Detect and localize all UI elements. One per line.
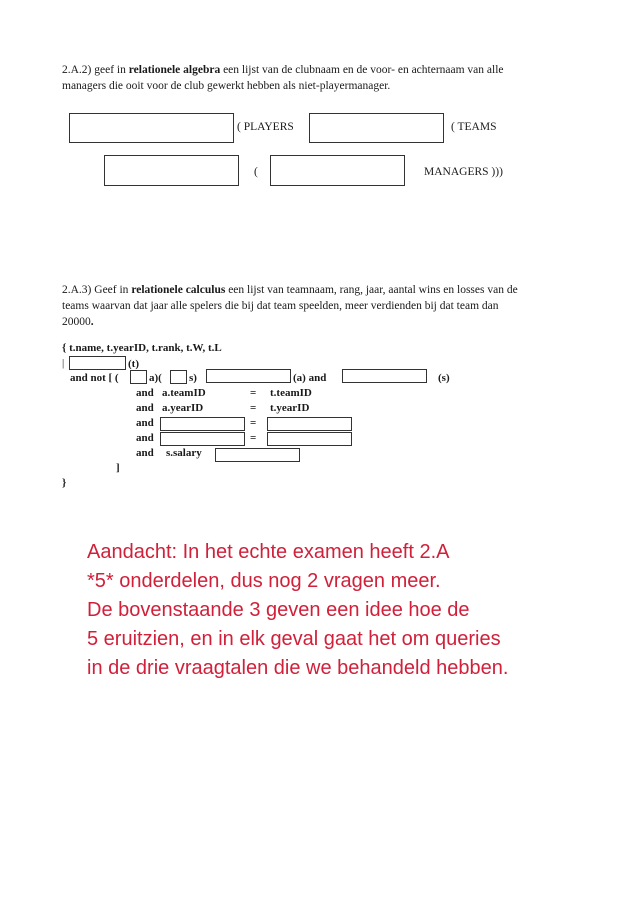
q3-prefix: 2.A.3) Geef in	[62, 284, 132, 296]
players-label: ( PLAYERS	[237, 121, 294, 133]
calculus-a-and: (a) and	[293, 372, 327, 384]
calculus-a-teamid: a.teamID	[162, 387, 206, 399]
teams-label: ( TEAMS	[451, 121, 497, 133]
calculus-eq-1: =	[250, 387, 257, 399]
q2-prefix: 2.A.2) geef in	[62, 64, 129, 76]
calculus-cond-right-1[interactable]	[267, 417, 352, 431]
calculus-quantifier-a[interactable]	[130, 370, 147, 384]
calculus-and-4: and	[136, 432, 154, 444]
calculus-s-paren: s)	[189, 372, 197, 384]
q3-suffix: een lijst van teamnaam, rang, jaar, aantal wins en losses van de	[225, 284, 518, 296]
note-line-4: 5 eruitzien, en in elk geval gaat het om queries	[87, 628, 501, 650]
q2-line2: managers die ooit voor de club gewerkt hebben als niet-playermanager.	[62, 80, 391, 92]
q3-bold-term: relationele calculus	[131, 284, 226, 296]
calculus-close-brace: }	[62, 477, 67, 489]
calculus-bar: |	[62, 357, 65, 369]
calculus-t-yearid: t.yearID	[270, 402, 310, 414]
calculus-eq-4: =	[250, 432, 257, 444]
calculus-cond-left-2[interactable]	[160, 432, 245, 446]
calculus-relation-a[interactable]	[206, 369, 291, 383]
calculus-t-var: (t)	[128, 358, 139, 370]
calculus-s-salary: s.salary	[166, 447, 202, 459]
calculus-t-teamid: t.teamID	[270, 387, 312, 399]
note-line-2: *5* onderdelen, dus nog 2 vragen meer.	[87, 570, 441, 592]
calculus-cond-left-1[interactable]	[160, 417, 245, 431]
algebra-answer-box-3[interactable]	[104, 155, 239, 186]
calculus-s: (s)	[438, 372, 450, 384]
calculus-eq-2: =	[250, 402, 257, 414]
q3-line3: 20000	[62, 316, 91, 328]
calculus-cond-right-2[interactable]	[267, 432, 352, 446]
note-line-1: Aandacht: In het echte examen heeft 2.A	[87, 541, 450, 563]
calculus-head: { t.name, t.yearID, t.rank, t.W, t.L	[62, 342, 222, 354]
calculus-relation-s[interactable]	[342, 369, 427, 383]
q2-bold-term: relationele algebra	[128, 64, 221, 76]
calculus-a-paren: a)(	[149, 372, 162, 384]
calculus-and-3: and	[136, 417, 154, 429]
note-line-5: in de drie vraagtalen die we behandeld hebben.	[87, 657, 509, 679]
q2-suffix: een lijst van de clubnaam en de voor- en achternaam van alle	[220, 64, 504, 76]
calculus-a-yearid: a.yearID	[162, 402, 204, 414]
calculus-and-2: and	[136, 402, 154, 414]
question-2a2-text	[62, 62, 582, 94]
algebra-answer-box-1[interactable]	[69, 113, 234, 143]
managers-label: MANAGERS )))	[424, 166, 503, 178]
algebra-answer-box-2[interactable]	[309, 113, 444, 143]
calculus-and-1: and	[136, 387, 154, 399]
q3-line3-period: .	[90, 316, 94, 328]
open-paren-label: (	[254, 166, 258, 178]
q3-line2: teams waarvan dat jaar alle spelers die bij dat team speelden, meer verdienden bij dat team dan	[62, 300, 499, 312]
calculus-and-5: and	[136, 447, 154, 459]
calculus-quantifier-s[interactable]	[170, 370, 187, 384]
calculus-box-t[interactable]	[69, 356, 126, 370]
question-2a3-text	[62, 282, 582, 330]
calculus-salary-condition[interactable]	[215, 448, 300, 462]
algebra-answer-box-4[interactable]	[270, 155, 405, 186]
calculus-eq-3: =	[250, 417, 257, 429]
calculus-and-not: and not [ (	[70, 372, 119, 384]
calculus-close-bracket: ]	[116, 462, 120, 474]
note-line-3: De bovenstaande 3 geven een idee hoe de	[87, 599, 470, 621]
